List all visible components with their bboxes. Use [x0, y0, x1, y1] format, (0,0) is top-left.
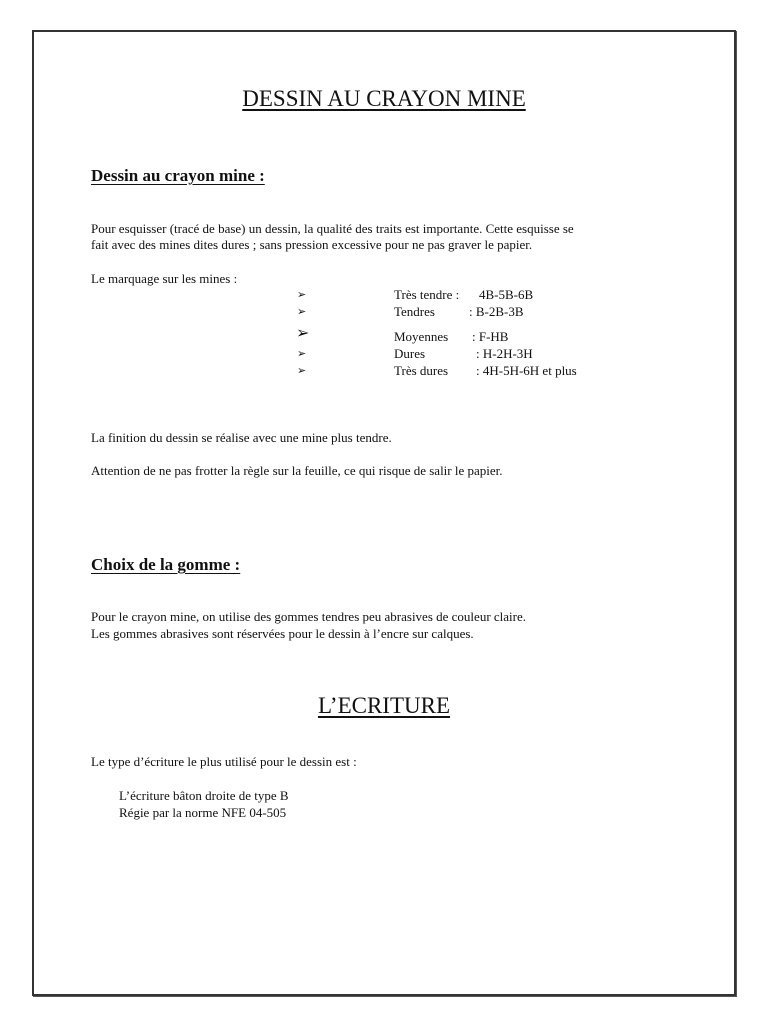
marking-intro-text: Le marquage sur les mines : [91, 271, 238, 286]
arrow-bullet-icon: ➢ [297, 365, 307, 377]
bullet-label: Très dures [394, 363, 449, 378]
arrow-bullet-icon: ➢ [296, 325, 310, 342]
gomme-line-1: Pour le crayon mine, on utilise des gommes tendres peu abrasives de couleur claire. [91, 609, 527, 624]
bullet-value: : B-2B-3B [469, 304, 524, 319]
finish-text: La finition du dessin se réalise avec une mine plus tendre. [91, 430, 392, 445]
section-heading-gomme: Choix de la gomme : [91, 555, 241, 574]
arrow-bullet-icon: ➢ [297, 306, 307, 318]
bullet-value: : 4H-5H-6H et plus [476, 363, 577, 378]
bullet-value: : F-HB [472, 329, 509, 344]
arrow-bullet-icon: ➢ [297, 348, 307, 360]
ecriture-item-1: L’écriture bâton droite de type B [119, 788, 289, 803]
document-title: DESSIN AU CRAYON MINE [242, 86, 526, 111]
bullet-label: Moyennes [394, 329, 449, 344]
bullet-value: : H-2H-3H [476, 346, 533, 361]
bullet-value: 4B-5B-6B [479, 287, 534, 302]
bullet-label: Dures [394, 346, 426, 361]
section-title-ecriture: L’ECRITURE [317, 693, 451, 718]
intro-paragraph-line-2: fait avec des mines dites dures ; sans pression excessive pour ne pas graver le papier. [91, 237, 533, 252]
arrow-bullet-icon: ➢ [297, 289, 307, 301]
warning-text: Attention de ne pas frotter la règle sur la feuille, ce qui risque de salir le papier. [91, 463, 503, 478]
ecriture-intro: Le type d’écriture le plus utilisé pour le dessin est : [91, 754, 357, 769]
ecriture-item-2: Régie par la norme NFE 04-505 [119, 805, 287, 820]
section-heading-crayon-mine: Dessin au crayon mine : [91, 166, 265, 185]
gomme-line-2: Les gommes abrasives sont réservées pour le dessin à l’encre sur calques. [91, 626, 474, 641]
bullet-label: Tendres [394, 304, 435, 319]
intro-paragraph-line-1: Pour esquisser (tracé de base) un dessin, la qualité des traits est importante. Cette esquisse se [91, 221, 574, 236]
bullet-label: Très tendre : [394, 287, 460, 302]
